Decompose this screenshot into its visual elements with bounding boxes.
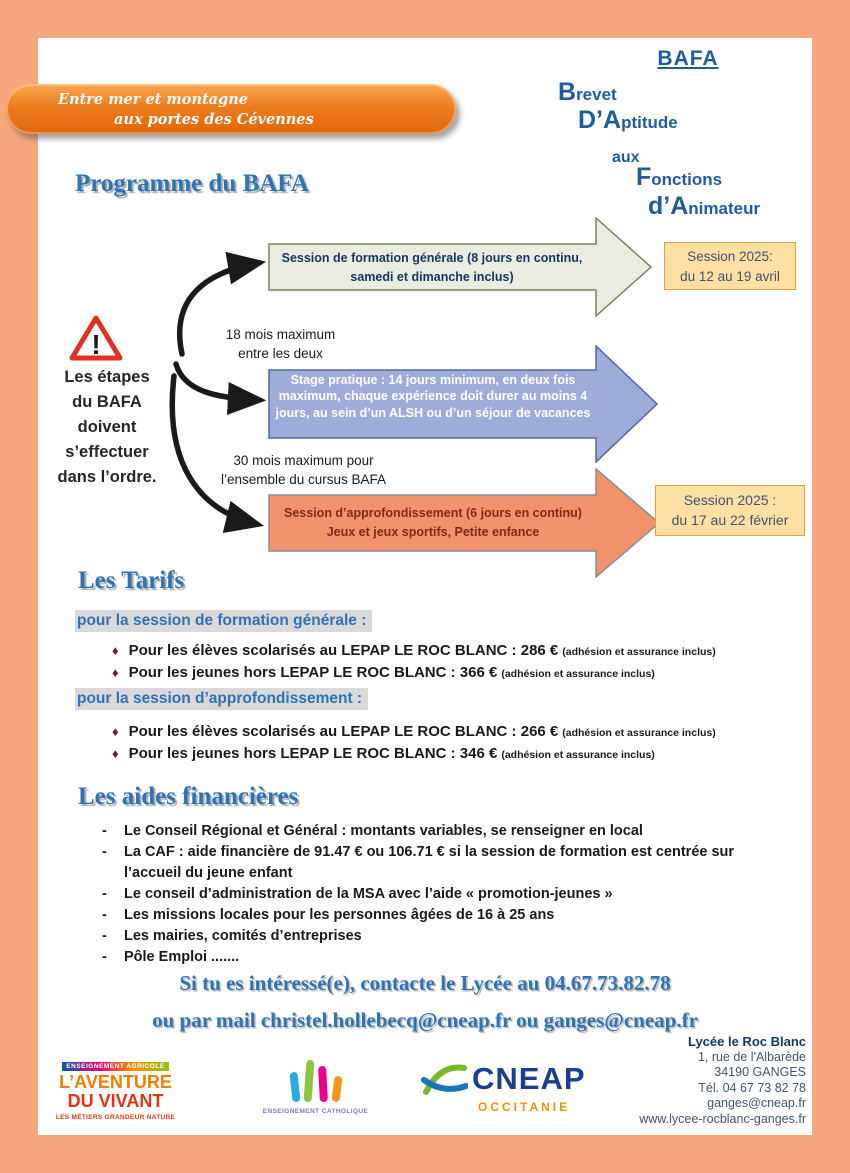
aide-item — [102, 926, 760, 947]
session1-label: Session 2025: — [687, 249, 773, 264]
banner-line1: Entre mer et montagne — [58, 91, 248, 108]
tarif-text: Pour les jeunes hors LEPAP LE ROC BLANC : 366 € — [128, 664, 498, 681]
bafa-word-fonctions — [636, 163, 722, 192]
cneap-region: OCCITANIE — [478, 1100, 571, 1114]
dash-bullet-icon: - — [102, 823, 107, 839]
warning-line: s’effectuer — [65, 443, 149, 461]
bafa-word-rest: ptitude — [621, 113, 678, 132]
cneap-wordmark: CNEAP — [472, 1061, 586, 1096]
dash-bullet-icon: - — [102, 949, 107, 965]
session2-box — [655, 485, 805, 536]
tarif-note: (adhésion et assurance inclus) — [562, 727, 716, 739]
tarif-text: Pour les élèves scolarisés au LEPAP LE ROC BLANC : 266 € — [128, 723, 559, 740]
flow-connector-arrows — [148, 236, 288, 536]
cneap-swoosh-icon — [420, 1058, 468, 1100]
aide-item — [102, 842, 760, 884]
address-city: 34190 GANGES — [714, 1065, 806, 1079]
diamond-bullet-icon: ♦ — [112, 665, 119, 680]
gap2-line2: l’ensemble du cursus BAFA — [220, 472, 387, 487]
aide-text: Le conseil d’administration de la MSA avec l’aide « promotion-jeunes » — [124, 886, 613, 902]
aide-text: Les mairies, comités d’entreprises — [124, 928, 362, 944]
bafa-initial: B — [558, 78, 577, 106]
aides-list — [102, 821, 760, 968]
address-website: www.lycee-rocblanc-ganges.fr — [639, 1111, 806, 1126]
aide-text: Pôle Emploi ....... — [124, 949, 240, 965]
bafa-initial: d’A — [648, 192, 689, 220]
aide-text: Le Conseil Régional et Général : montants variables, se renseigner en local — [124, 823, 643, 839]
bafa-word-rest: nimateur — [688, 199, 761, 218]
address-street: 1, rue de l'Albarède — [697, 1049, 806, 1064]
tarifs-subheading-generale: pour la session de formation générale : — [75, 610, 372, 632]
logo-catholique-bars-icon — [258, 1056, 373, 1102]
logo-enseignement-catholique — [258, 1056, 373, 1115]
tarifs-heading: Les Tarifs — [78, 567, 185, 594]
logo-catholique-caption: ENSEIGNEMENT CATHOLIQUE — [262, 1108, 369, 1115]
bafa-word-brevet — [558, 78, 617, 107]
address-email: ganges@cneap.fr — [707, 1096, 806, 1110]
step2-text: Stage pratique : 14 jours minimum, en deux fois maximum, chaque expérience doit durer au moins 4 jours, au sein d’un ALSH ou d’un séjour de vacances — [275, 373, 591, 420]
aide-item — [102, 821, 760, 842]
tarif-note: (adhésion et assurance inclus) — [562, 646, 716, 658]
session2-label: Session 2025 : — [683, 492, 777, 508]
address-phone: Tél. 04 67 73 82 78 — [698, 1080, 806, 1095]
diamond-bullet-icon: ♦ — [112, 643, 119, 658]
aide-item — [102, 884, 760, 905]
step3-text — [276, 504, 590, 543]
bafa-word-rest: revet — [576, 85, 617, 104]
warning-line: dans l’ordre. — [57, 468, 157, 486]
bafa-word-animateur — [648, 192, 760, 221]
bar-blue — [289, 1072, 300, 1103]
logo-aventure-line2: DU VIVANT — [67, 1091, 164, 1112]
step3-line1: Session d’approfondissement (6 jours en continu) — [284, 506, 582, 520]
warning-line: Les étapes — [64, 368, 150, 386]
logo-cneap — [420, 1058, 610, 1114]
tarif-note: (adhésion et assurance inclus) — [501, 668, 655, 680]
contact-phone-line: Si tu es intéressé(e), contacte le Lycée au 04.67.73.82.78 — [179, 971, 671, 995]
bar-green — [303, 1060, 314, 1102]
bafa-initial: D’A — [578, 106, 622, 134]
aide-item — [102, 947, 760, 968]
step1-text: Session de formation générale (8 jours en continu, samedi et dimanche inclus) — [281, 251, 583, 284]
tarif-item — [112, 664, 655, 681]
page-title: Programme du BAFA — [75, 170, 309, 197]
warning-line: du BAFA — [72, 393, 142, 411]
logo-aventure-tagline: LES MÉTIERS GRANDEUR NATURE — [55, 1114, 176, 1122]
logo-aventure-line1: L’AVENTURE — [59, 1071, 172, 1092]
aide-text: Les missions locales pour les personnes âgées de 16 à 25 ans — [124, 907, 555, 923]
school-banner — [6, 84, 456, 134]
tarif-note: (adhésion et assurance inclus) — [501, 749, 655, 761]
dash-bullet-icon: - — [102, 844, 107, 860]
warning-exclamation: ! — [91, 329, 101, 360]
gap1-line1: 18 mois maximum — [225, 327, 336, 342]
aide-item — [102, 905, 760, 926]
logo-aventure-du-vivant — [48, 1055, 183, 1121]
school-name: Lycée le Roc Blanc — [687, 1034, 806, 1049]
session1-dates: du 12 au 19 avril — [680, 268, 780, 284]
tarif-text: Pour les élèves scolarisés au LEPAP LE ROC BLANC : 286 € — [128, 642, 559, 659]
school-address — [639, 1034, 806, 1127]
banner-line2: aux portes des Cévennes — [114, 111, 314, 128]
bafa-initial: F — [636, 163, 652, 191]
bafa-acronym: BAFA — [657, 47, 719, 70]
dash-bullet-icon: - — [102, 928, 107, 944]
tarifs-subheading-approfondissement: pour la session d’approfondissement : — [75, 688, 368, 710]
dash-bullet-icon: - — [102, 886, 107, 902]
warning-line: doivent — [77, 418, 137, 436]
connector-to-step1 — [180, 263, 258, 354]
aide-text: La CAF : aide financière de 91.47 € ou 106.71 € si la session de formation est centrée sur l’accueil du jeune enfant — [124, 844, 735, 881]
bar-pink — [318, 1066, 328, 1102]
diamond-bullet-icon: ♦ — [112, 724, 119, 739]
contact-email-line: ou par mail christel.hollebecq@cneap.fr ou ganges@cneap.fr — [152, 1008, 698, 1032]
bar-orange — [331, 1076, 342, 1103]
tarif-text: Pour les jeunes hors LEPAP LE ROC BLANC : 346 € — [128, 745, 498, 762]
session1-box — [664, 242, 796, 290]
gap2-line1: 30 mois maximum pour — [233, 453, 374, 468]
bafa-word-rest: onctions — [651, 170, 723, 189]
session2-dates: du 17 au 22 février — [671, 512, 789, 529]
dash-bullet-icon: - — [102, 907, 107, 923]
step3-line2: Jeux et jeux sportifs, Petite enfance — [326, 525, 540, 540]
tarif-item — [112, 745, 655, 762]
connector-to-step2 — [176, 364, 258, 400]
tarif-item — [112, 642, 716, 659]
bafa-word-aptitude — [578, 106, 678, 135]
bafa-word-rest: aux — [612, 149, 640, 166]
tarif-item — [112, 723, 716, 740]
warning-icon — [68, 312, 124, 364]
diamond-bullet-icon: ♦ — [112, 746, 119, 761]
aides-heading: Les aides financières — [78, 783, 299, 810]
gap1-line2: entre les deux — [238, 346, 323, 361]
logo-aventure-topband: ENSEIGNEMENT AGRICOLE — [62, 1062, 168, 1071]
